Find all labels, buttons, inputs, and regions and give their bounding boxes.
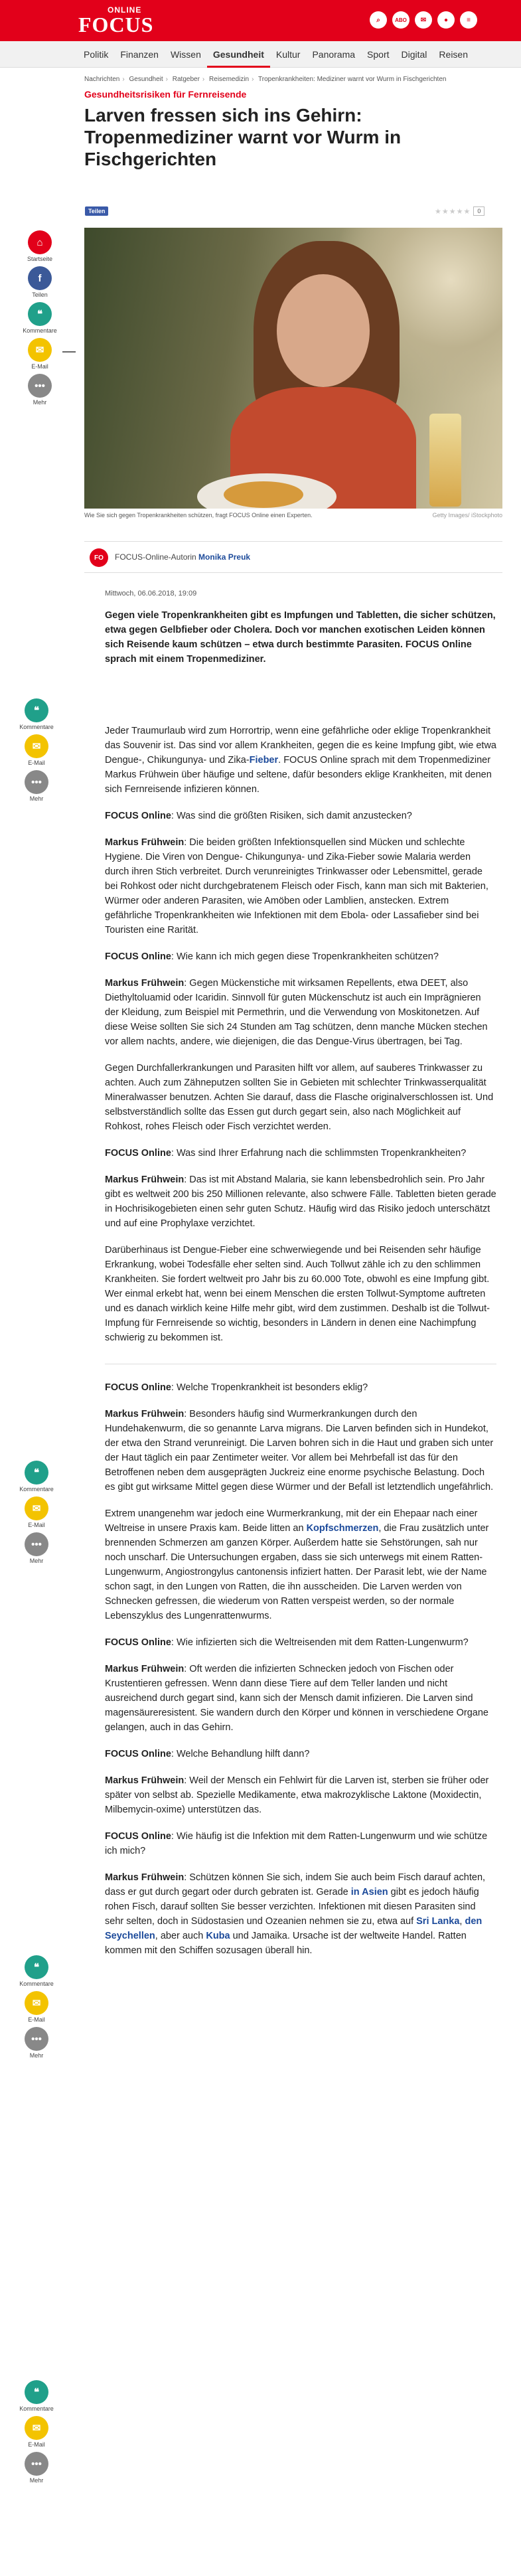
- user-icon[interactable]: ●: [437, 11, 455, 29]
- comment-icon[interactable]: ❝: [25, 1955, 48, 1979]
- comment-icon[interactable]: ❝: [25, 1461, 48, 1485]
- facebook-icon[interactable]: f: [28, 266, 52, 290]
- nav-panorama[interactable]: Panorama: [312, 49, 356, 60]
- breadcrumb-item[interactable]: Gesundheit: [129, 76, 163, 83]
- author-avatar: FO: [90, 548, 108, 567]
- mail-label: E-Mail: [28, 760, 45, 766]
- more-icon[interactable]: •••: [25, 2027, 48, 2051]
- kopfschmerzen-link[interactable]: Kopfschmerzen: [306, 1523, 379, 1534]
- breadcrumb-item[interactable]: Nachrichten: [84, 76, 120, 83]
- more-label: Mehr: [29, 2477, 44, 2484]
- mail-icon[interactable]: ✉: [28, 338, 52, 362]
- author-line: [115, 552, 250, 562]
- question: FOCUS Online: Was sind die größten Risiken, sich damit anzustecken?: [105, 811, 412, 821]
- question: FOCUS Online: Was sind Ihrer Erfahrung nach die schlimmsten Tropenkrankheiten?: [105, 1148, 467, 1159]
- mail-label: E-Mail: [28, 1522, 45, 1528]
- nav-finanzen[interactable]: Finanzen: [120, 49, 159, 60]
- more-label: Mehr: [29, 1558, 44, 1564]
- question: FOCUS Online: Wie infizierten sich die Weltreisenden mit dem Ratten-Lungenwurm?: [105, 1637, 469, 1648]
- breadcrumb: Nachrichten › Gesundheit › Ratgeber › Reisemedizin › Tropenkrankheiten: Mediziner warnt vor Wurm in Fischgerichten: [84, 76, 447, 83]
- breadcrumb-item[interactable]: Ratgeber: [172, 76, 200, 83]
- article-lead: Gegen viele Tropenkrankheiten gibt es Impfungen und Tabletten, die sicher schützen, etwa gegen Gelbfieber oder Cholera. Doch vor manchen exotischen Leiden können sich Reisende kaum schützen – etwa durch bestimmte Parasiten. FOCUS Online sprach mit einem Tropenmediziner.: [105, 610, 496, 665]
- comment-icon[interactable]: ❝: [28, 302, 52, 326]
- seychellen-link[interactable]: den Seychellen: [105, 1916, 483, 1941]
- mail-icon[interactable]: ✉: [25, 1991, 48, 2015]
- header-icons: [370, 11, 477, 29]
- more-share[interactable]: [25, 2452, 48, 2484]
- author-prefix: FOCUS-Online-Autorin: [115, 552, 196, 562]
- search-icon[interactable]: ⌕: [370, 11, 387, 29]
- article-title: Larven fressen sich ins Gehirn: Tropenmediziner warnt vor Wurm in Fischgerichten: [84, 105, 402, 169]
- facebook-label: Teilen: [32, 291, 48, 298]
- publish-date: Mittwoch, 06.06.2018, 19:09: [105, 590, 197, 598]
- question: FOCUS Online: Welche Tropenkrankheit ist besonders eklig?: [105, 1382, 368, 1393]
- facebook-share[interactable]: [28, 266, 52, 298]
- comments-share[interactable]: [19, 1461, 54, 1492]
- breadcrumb-current: Tropenkrankheiten: Mediziner warnt vor Wurm in Fischgerichten: [258, 76, 447, 83]
- comment-icon[interactable]: ❝: [25, 698, 48, 722]
- caption-text: Wie Sie sich gegen Tropenkrankheiten schützen, fragt FOCUS Online einen Experten.: [84, 512, 313, 519]
- article-body: [105, 724, 496, 1970]
- comments-label: Kommentare: [19, 1980, 54, 1987]
- mail-icon[interactable]: ✉: [25, 734, 48, 758]
- answer: Markus Frühwein: Weil der Mensch ein Fehlwirt für die Larven ist, sterben sie früher oder später von selbst ab. Spezielle Medikamente, etwa makrozyklische Laktone (Moxidectin, Milbemycin-oxime) unterstützen das.: [105, 1775, 489, 1815]
- fieber-link[interactable]: Fieber: [249, 755, 279, 765]
- more-share[interactable]: [25, 2027, 48, 2059]
- comments-label: Kommentare: [19, 1486, 54, 1492]
- mail-icon[interactable]: ✉: [25, 2416, 48, 2440]
- more-label: Mehr: [33, 399, 47, 406]
- home-share[interactable]: [27, 230, 52, 262]
- author-name-link[interactable]: Monika Preuk: [198, 552, 251, 562]
- answer: Markus Frühwein: Das ist mit Abstand Malaria, sie kann lebensbedrohlich sein. Pro Jahr gibt es weltweit 200 bis 250 Millionen relevante, also schwere Fälle. Tabletten bieten gerade in Hochrisikogebieten einen sehr guten Schutz. Häufig wird das Risiko jedoch unterschätzt und auf eine Prophylaxe verzichtet.: [105, 1174, 496, 1229]
- nav-digital[interactable]: Digital: [401, 49, 427, 60]
- share-rail: [20, 230, 60, 410]
- comments-share[interactable]: [19, 1955, 54, 1987]
- hero-image: [84, 228, 502, 509]
- image-credit: Getty Images/ iStockphoto: [432, 512, 502, 519]
- answer: Markus Frühwein: Die beiden größten Infektionsquellen sind Mücken und schlechte Hygiene. Die Viren von Dengue- Chikungunya- und Zika-Fieber sowie Malaria werden durch ihren Stich verbreitet. Durch verunreinigtes Trinkwasser oder Lebensmittel, gerade bei Rohkost oder nicht durchgebratenem Fleisch oder Fisch, kann man sich mit Bakterien, Würmer oder anderen Parasiten, wie Amöben oder Lamblien, anstecken. Extrem gefährliche Tropenkrankheiten wie Infektionen mit dem Ebola- oder Lassafieber sind bei Touristen eine Rarität.: [105, 837, 488, 935]
- answer: Markus Frühwein: Besonders häufig sind Wurmerkrankungen durch den Hundehakenwurm, die so genannte Larva migrans. Die Larven befinden sich in Hundekot, der etwa den Strand verunreinigt. Die Larven bohren sich in die Haut und graben sich unter der Haut täglich ein paar Zentimeter weiter. Vor allem bei Mehrbefall ist das für den Betroffenen neben dem ausgeprägten Juckreiz eine enorme psychische Belastung. Doch es gibt gut wirksame Mittel gegen diese Würmer und der Befall ist letztendlich ungefährlich.: [105, 1409, 494, 1492]
- nav-sport[interactable]: Sport: [367, 49, 390, 60]
- more-icon[interactable]: •••: [25, 2452, 48, 2476]
- share-rail: [17, 2380, 56, 2488]
- article-overline: Gesundheitsrisiken für Fernreisende: [84, 89, 247, 100]
- mail-label: E-Mail: [31, 363, 48, 370]
- comments-share[interactable]: [23, 302, 57, 334]
- logo-focus: FOCUS: [78, 13, 154, 37]
- logo-online: ONLINE: [108, 5, 142, 15]
- more-icon[interactable]: •••: [25, 1532, 48, 1556]
- home-icon[interactable]: ⌂: [28, 230, 52, 254]
- mail-share[interactable]: [25, 1991, 48, 2023]
- kuba-link[interactable]: Kuba: [206, 1931, 230, 1941]
- main-nav: [0, 41, 521, 68]
- mail-label: E-Mail: [28, 2016, 45, 2023]
- mail-share[interactable]: [28, 338, 52, 370]
- paragraph: Extrem unangenehm war jedoch eine Wurmerkrankung, mit der ein Ehepaar nach einer Weltreise in unsere Praxis kam. Beide litten an Kopfschmerzen, die Frau zusätzlich unter brennenden Schmerzen am ganzen Körper. Außerdem hatte sie Sehstörungen, sah nur noch unscharf. Die Untersuchungen ergaben, dass sie sich unterwegs mit einem Ratten-Lungenwurm, Angiostrongylus cantonensis infiziert hatten. Der Parasit lebt, wie der Name schon sagt, in den Lungen von Ratten, die ihn ausscheiden. Die Larven werden von Schnecken gefressen, die wiederum von Ratten verspeist werden, so der normale Lebenszyklus des Lungenrattenwurms.: [105, 1508, 489, 1621]
- more-share[interactable]: [28, 374, 52, 406]
- mail-icon[interactable]: ✉: [415, 11, 432, 29]
- mail-share[interactable]: [25, 734, 48, 766]
- rating-widget[interactable]: [435, 206, 484, 216]
- site-header: [0, 0, 521, 41]
- rating-stars[interactable]: ★★★★★: [435, 207, 471, 216]
- image-caption: [84, 512, 502, 519]
- nav-wissen[interactable]: Wissen: [170, 49, 201, 60]
- more-label: Mehr: [29, 795, 44, 802]
- more-icon[interactable]: •••: [25, 770, 48, 794]
- paragraph: Darüberhinaus ist Dengue-Fieber eine schwerwiegende und bei Reisenden sehr häufige Erkrankung, wobei Todesfälle eher selten sind. Auch Tollwut zähle ich zu den schlimmen Krankheiten. Sie fordert weltweit pro Jahr bis zu 60.000 Tote, obwohl es eine Impfung gibt. Wer einmal erkebt hat, wenn bei einem Menschen die ersten Tollwut-Symptome auftreten und es danach wirklich keine Hilfe mehr gibt, wird dem zustimmen. Deshalb ist die Tollwut-Impfung für Fernreisende so wichtig, besonders in Ländern in denen eine Nachimpfung schwierig zu bekommen ist.: [105, 1245, 490, 1343]
- share-rail: [17, 1461, 56, 1568]
- nav-politik[interactable]: Politik: [84, 49, 109, 60]
- mail-label: E-Mail: [28, 2441, 45, 2448]
- share-rail: [17, 698, 56, 806]
- rail-divider: [62, 351, 76, 353]
- menu-icon[interactable]: ≡: [460, 11, 477, 29]
- question: FOCUS Online: Welche Behandlung hilft dann?: [105, 1749, 310, 1759]
- answer: Markus Frühwein: Oft werden die infizierten Schnecken jedoch von Fischen oder Krustentieren gefressen. Wenn dann diese Tiere auf dem Teller landen und nicht ausreichend durch gegart sind, kann sich der Mensch damit infizieren. Die Larven sind magensäureresistent. Sie wandern durch den Körper und können in verschiedene Organe gelangen, auch in das Gehirn.: [105, 1664, 488, 1733]
- comments-label: Kommentare: [19, 724, 54, 730]
- share-tag-button[interactable]: Teilen: [85, 206, 108, 216]
- mail-share[interactable]: [25, 1496, 48, 1528]
- more-share[interactable]: [25, 770, 48, 802]
- more-label: Mehr: [29, 2052, 44, 2059]
- sri-lanka-link[interactable]: Sri Lanka: [416, 1916, 460, 1927]
- more-share[interactable]: [25, 1532, 48, 1564]
- abo-icon[interactable]: ABO: [392, 11, 409, 29]
- author-box: [84, 541, 502, 573]
- mail-share[interactable]: [25, 2416, 48, 2448]
- comments-share[interactable]: [19, 2380, 54, 2412]
- comments-label: Kommentare: [19, 2405, 54, 2412]
- mail-icon[interactable]: ✉: [25, 1496, 48, 1520]
- home-label: Startseite: [27, 256, 53, 262]
- more-icon[interactable]: •••: [28, 374, 52, 398]
- comments-share[interactable]: [19, 698, 54, 730]
- question: FOCUS Online: Wie häufig ist die Infektion mit dem Ratten-Lungenwurm und wie schütze ich mich?: [105, 1831, 488, 1856]
- nav-kultur[interactable]: Kultur: [275, 49, 301, 60]
- nav-gesundheit[interactable]: Gesundheit: [207, 41, 270, 68]
- answer: Markus Frühwein: Gegen Mückenstiche mit wirksamen Repellents, etwa DEET, also Diethyltoluamid oder Icaridin. Sinnvoll für guten Mückenschutz ist auch ein Imprägnieren der Kleidung, zum Beispiel mit Permethrin, und die Verwendung von Moskitonetzen. Auf diese Weise sollten Sie sich 24 Stunden am Tag schützen, denn manche Mücken stechen vor allem nachts, andere, wie diejenigen, die das Dengue-Virus übertragen, bei Tag.: [105, 978, 488, 1047]
- rating-count: 0: [473, 206, 484, 216]
- answer: Markus Frühwein: Schützen können Sie sich, indem Sie auch beim Fisch darauf achten, dass er gut durch gegart oder durch gebraten ist. Gerade in Asien gibt es jedoch häufig rohen Fisch, darauf sollten Sie besser verzichten. Infektionen mit diesen Parasiten sind sehr selten, doch in Südostasien und Ozeanien nehmen sie zu, etwa auf Sri Lanka, den Seychellen, aber auch Kuba und Jamaika. Ursache ist der weltweite Handel. Ratten kommen mit den Schiffen sozusagen überall hin.: [105, 1872, 486, 1956]
- nav-reisen[interactable]: Reisen: [439, 49, 469, 60]
- comment-icon[interactable]: ❝: [25, 2380, 48, 2404]
- focus-logo[interactable]: [78, 5, 153, 35]
- question: FOCUS Online: Wie kann ich mich gegen diese Tropenkrankheiten schützen?: [105, 951, 439, 962]
- paragraph: Jeder Traumurlaub wird zum Horrortrip, wenn eine gefährliche oder eklige Tropenkrankheit das Souvenir ist. Das sind vor allem Krankheiten, gegen die es keine Impfung gibt, wie etwa Dengue-, Chikungunya- und Zika-Fieber. FOCUS Online sprach mit dem Tropenmediziner Markus Frühwein über häufige und seltene, dafür besonders eklige Krankheiten, mit denen sich Fernreisende infizieren können.: [105, 726, 496, 795]
- share-rail: [17, 1955, 56, 2063]
- asien-link[interactable]: in Asien: [350, 1887, 388, 1897]
- breadcrumb-item[interactable]: Reisemedizin: [209, 76, 250, 83]
- comments-label: Kommentare: [23, 327, 57, 334]
- paragraph: Gegen Durchfallerkrankungen und Parasiten hilft vor allem, auf sauberes Trinkwasser zu achten. Auch zum Zähneputzen sollten Sie in Gebieten mit schlechter Trinkwasserqualität Mineralwasser benutzen. Achten Sie darauf, dass die Flasche originalverschlossen ist. Und selbstverständlich sollte das Essen gut durch gegart sein, also nach Möglichkeit auf Rohkost, rohes Fleisch oder Fisch verzichtet werden.: [105, 1063, 494, 1132]
